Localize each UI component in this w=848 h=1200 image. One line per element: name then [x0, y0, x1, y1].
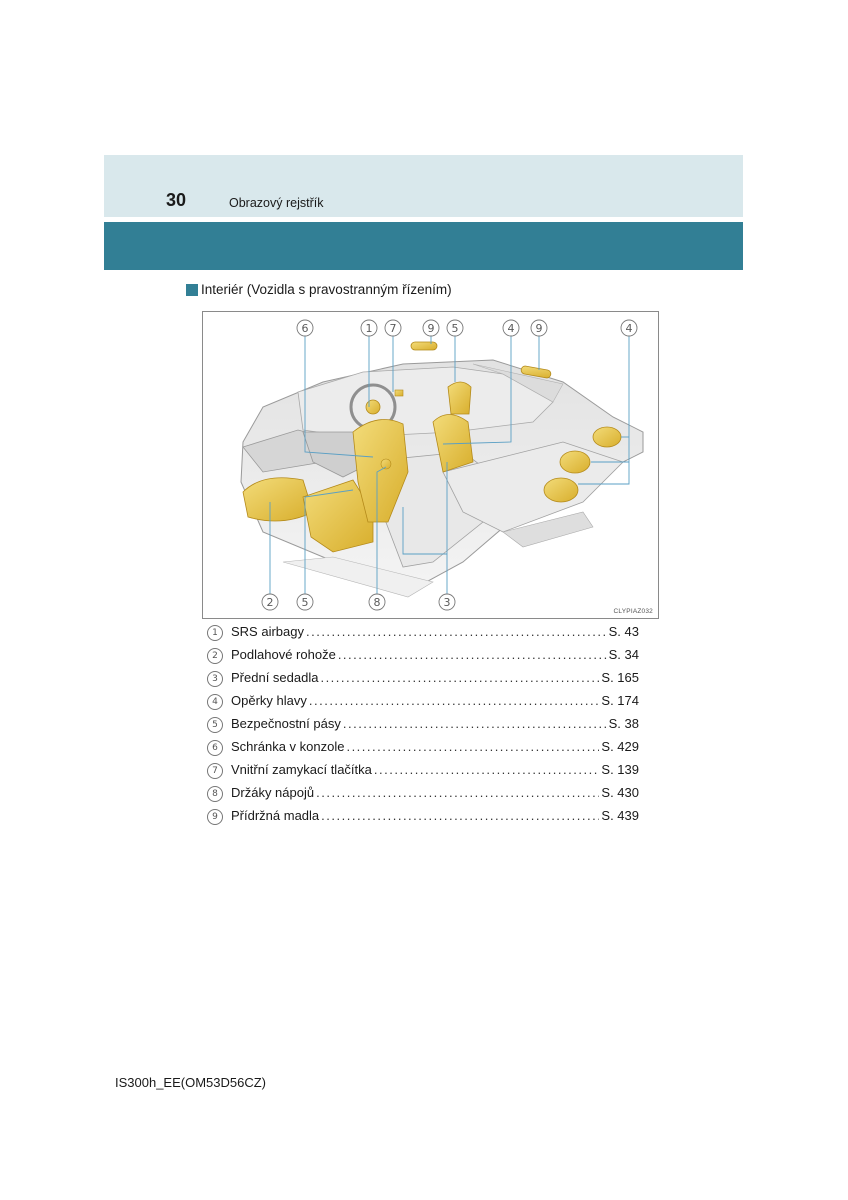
page-reference-link[interactable]: S. 38 [608, 716, 639, 731]
item-label: Přídržná madla [231, 808, 320, 823]
callout-3-label: 3 [443, 596, 451, 609]
list-item[interactable] [207, 781, 639, 804]
item-number-badge: 4 [207, 694, 223, 710]
page-reference-link[interactable]: S. 429 [601, 739, 639, 754]
dot-leader [306, 620, 607, 643]
callout-5b-label: 5 [301, 596, 309, 609]
list-item[interactable] [207, 735, 639, 758]
page-reference-link[interactable]: S. 430 [601, 785, 639, 800]
page-reference-link[interactable]: S. 43 [608, 624, 639, 639]
callout-5-label: 5 [451, 322, 459, 335]
image-code: CLYPIAZ032 [613, 608, 653, 615]
section-heading [186, 282, 452, 297]
item-number-badge: 7 [207, 763, 223, 779]
page-reference-link[interactable]: S. 34 [608, 647, 639, 662]
callout-9-label: 9 [427, 322, 435, 335]
callouts-top [297, 320, 637, 336]
car-interior-drawing [203, 312, 658, 618]
item-number-badge: 5 [207, 717, 223, 733]
item-number-badge: 2 [207, 648, 223, 664]
dot-leader [309, 689, 600, 712]
dot-leader [321, 804, 599, 827]
car-body [241, 360, 643, 597]
dot-leader [374, 758, 600, 781]
callout-2-label: 2 [266, 596, 274, 609]
callout-4-label: 4 [507, 322, 515, 335]
page-number: 30 [166, 190, 187, 210]
dot-leader [320, 666, 599, 689]
list-item[interactable] [207, 620, 639, 643]
page-reference-link[interactable]: S. 139 [601, 762, 639, 777]
dot-leader [338, 643, 607, 666]
item-label: Schránka v konzole [231, 739, 345, 754]
callout-6-label: 6 [301, 322, 309, 335]
list-item[interactable] [207, 689, 639, 712]
dot-leader [343, 712, 607, 735]
callouts-bottom [262, 594, 455, 610]
list-item[interactable] [207, 643, 639, 666]
item-label: SRS airbagy [231, 624, 304, 639]
interior-illustration [202, 311, 659, 619]
item-number-badge: 3 [207, 671, 223, 687]
index-list [207, 620, 639, 827]
page-reference-link[interactable]: S. 174 [601, 693, 639, 708]
callout-8-label: 8 [373, 596, 381, 609]
callout-7-label: 7 [389, 322, 397, 335]
page-reference-link[interactable]: S. 165 [601, 670, 639, 685]
page-reference-link[interactable]: S. 439 [601, 808, 639, 823]
section-title: Interiér (Vozidla s pravostranným řízením) [201, 282, 452, 297]
header-band [104, 155, 743, 217]
item-label: Přední sedadla [231, 670, 319, 685]
item-number-badge: 8 [207, 786, 223, 802]
item-label: Vnitřní zamykací tlačítka [231, 762, 372, 777]
dot-leader [346, 735, 599, 758]
item-label: Bezpečnostní pásy [231, 716, 341, 731]
dot-leader [316, 781, 599, 804]
list-item[interactable] [207, 804, 639, 827]
header-bar [104, 222, 743, 270]
list-item[interactable] [207, 758, 639, 781]
item-label: Podlahové rohože [231, 647, 336, 662]
chapter-title: Obrazový rejstřík [229, 196, 324, 210]
list-item[interactable] [207, 666, 639, 689]
callout-4b-label: 4 [625, 322, 633, 335]
list-item[interactable] [207, 712, 639, 735]
item-number-badge: 9 [207, 809, 223, 825]
section-marker-icon [186, 284, 198, 296]
item-label: Opěrky hlavy [231, 693, 307, 708]
callout-9b-label: 9 [535, 322, 543, 335]
item-number-badge: 1 [207, 625, 223, 641]
callout-1-label: 1 [365, 322, 373, 335]
item-number-badge: 6 [207, 740, 223, 756]
footer-model-code: IS300h_EE(OM53D56CZ) [115, 1075, 267, 1090]
item-label: Držáky nápojů [231, 785, 315, 800]
